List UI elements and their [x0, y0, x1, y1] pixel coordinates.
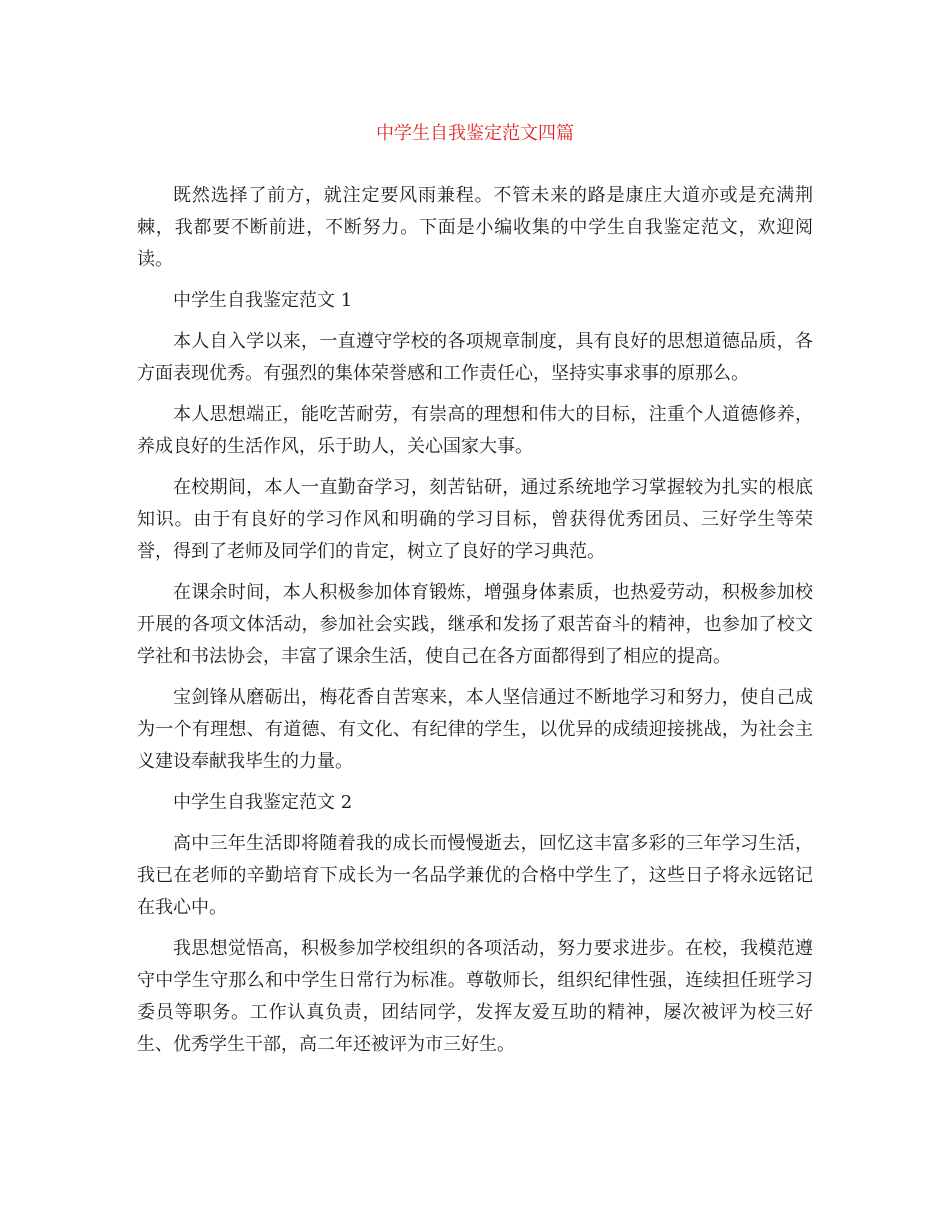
body-paragraph: 在校期间，本人一直勤奋学习，刻苦钻研，通过系统地学习掌握较为扎实的根底知识。由于有良好的学习作风和明确的学习目标，曾获得优秀团员、三好学生等荣誉，得到了老师及同学们的肯定，树立了良好的学习典范。 [137, 477, 813, 562]
section-heading-1: 中学生自我鉴定范文 1 [173, 290, 353, 311]
body-paragraph: 宝剑锋从磨砺出，梅花香自苦寒来，本人坚信通过不断地学习和努力，使自己成为一个有理想、有道德、有文化、有纪律的学生，以优异的成绩迎接挑战，为社会主义建设奉献我毕生的力量。 [137, 687, 813, 772]
intro-paragraph: 既然选择了前方，就注定要风雨兼程。不管未来的路是康庄大道亦或是充满荆棘，我都要不断前进，不断努力。下面是小编收集的中学生自我鉴定范文，欢迎阅读。 [137, 185, 813, 270]
body-paragraph: 本人自入学以来，一直遵守学校的各项规章制度，具有良好的思想道德品质，各方面表现优秀。有强烈的集体荣誉感和工作责任心，坚持实事求事的原那么。 [137, 331, 813, 384]
body-paragraph: 我思想觉悟高，积极参加学校组织的各项活动，努力要求进步。在校，我模范遵守中学生守那么和中学生日常行为标准。尊敬师长，组织纪律性强，连续担任班学习委员等职务。工作认真负责，团结同学，发挥友爱互助的精神，屡次被评为校三好生、优秀学生干部，高二年还被评为市三好生。 [137, 938, 813, 1055]
body-paragraph: 在课余时间，本人积极参加体育锻炼，增强身体素质，也热爱劳动，积极参加校开展的各项文体活动，参加社会实践，继承和发扬了艰苦奋斗的精神，也参加了校文学社和书法协会，丰富了课余生活，使自己在各方面都得到了相应的提高。 [137, 582, 813, 667]
body-paragraph: 本人思想端正，能吃苦耐劳，有崇高的理想和伟大的目标，注重个人道德修养，养成良好的生活作风，乐于助人，关心国家大事。 [137, 404, 813, 457]
document-title: 中学生自我鉴定范文四篇 [376, 123, 574, 144]
document-body [137, 180, 813, 1070]
section-heading-2: 中学生自我鉴定范文 2 [173, 792, 353, 813]
body-paragraph: 高中三年生活即将随着我的成长而慢慢逝去，回忆这丰富多彩的三年学习生活，我已在老师的辛勤培育下成长为一名品学兼优的合格中学生了，这些日子将永远铭记在我心中。 [137, 833, 813, 918]
